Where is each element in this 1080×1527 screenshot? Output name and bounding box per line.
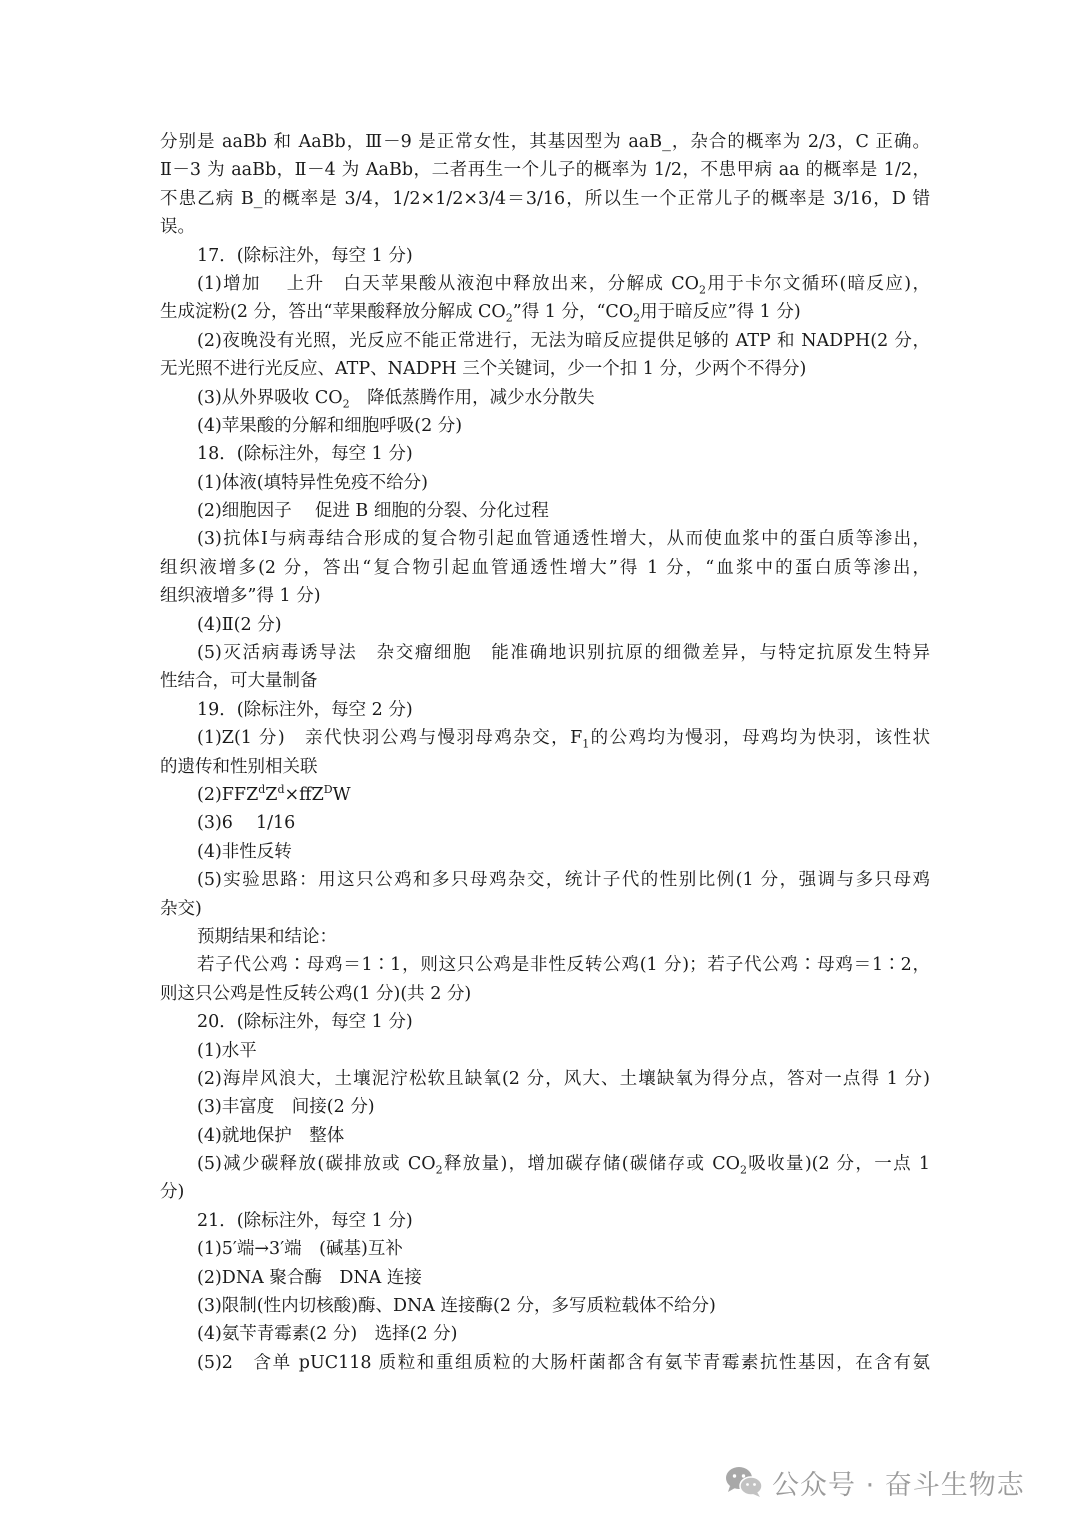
text-line: (2)夜晚没有光照，光反应不能正常进行，无法为暗反应提供足够的 ATP 和 NADPH(2 分，: [197, 330, 930, 351]
text-line: 分别是 aaBb 和 AaBb，Ⅲ－9 是正常女性，其基因型为 aaB_，杂合的概率为 2/3，C 正确。: [160, 132, 930, 152]
text-line: (3)限制(性内切核酸)酶、DNA 连接酶(2 分，多写质粒载体不给分): [197, 1296, 716, 1317]
text-line: (4)苹果酸的分解和细胞呼吸(2 分): [197, 415, 463, 436]
text-line: (4)非性反转: [197, 841, 292, 862]
text-line: 组织液增多(2 分，答出“复合物引起血管通透性增大”得 1 分，“血浆中的蛋白质等渗出，: [160, 557, 930, 578]
text-line: (1)Z(1 分) 亲代快羽公鸡与慢羽母鸡杂交，$F_1$的公鸡均为慢羽，母鸡均为快羽，该性状: [197, 728, 930, 751]
text-line: $(2)FFZ^dZ^d\times ffZ^DW$: [197, 783, 351, 805]
watermark-text: 公众号 · 奋斗生物志: [772, 1469, 1025, 1501]
text-line: (5)减少碳释放(碳排放或 $CO_2$释放量)，增加碳存储(碳储存或 $CO_2$吸收量)(2 分，一点 1: [197, 1154, 930, 1177]
text-line: Ⅱ－3 为 aaBb，Ⅱ－4 为 AaBb，二者再生一个儿子的概率为 1/2，不患甲病 aa 的概率是 1/2，: [160, 160, 930, 181]
text-line: 19．(除标注外，每空 2 分): [197, 699, 413, 720]
wechat-icon: [724, 1465, 764, 1499]
text-line: 分): [160, 1182, 185, 1203]
text-line: (3)从外界吸收 $CO_2$ 降低蒸腾作用，减少水分散失: [197, 387, 595, 411]
text-line: 性结合，可大量制备: [160, 671, 318, 692]
text-line: (3)抗体Ⅰ与病毒结合形成的复合物引起血管通透性增大，从而使血浆中的蛋白质等渗出，: [197, 529, 930, 550]
watermark: [724, 1462, 1025, 1502]
text-line: (2)细胞因子 促进 B 细胞的分裂、分化过程: [197, 501, 549, 522]
text-line: (5)2 含单 pUC118 质粒和重组质粒的大肠杆菌都含有氨苄青霉素抗性基因，在含有氨: [197, 1352, 930, 1373]
text-line: 无光照不进行光反应、ATP、NADPH 三个关键词，少一个扣 1 分，少两个不得分): [160, 359, 807, 380]
text-line: 误。: [160, 217, 195, 238]
text-line: (2)海岸风浪大，土壤泥泞松软且缺氧(2 分，风大、土壤缺氧为得分点，答对一点得 1 分): [197, 1068, 930, 1089]
text-line: (1)水平: [197, 1040, 257, 1061]
text-line: (4)就地保护 整体: [197, 1125, 345, 1146]
text-line: (3)6 1/16: [197, 813, 296, 834]
text-line: 21．(除标注外，每空 1 分): [197, 1210, 413, 1231]
text-line: (1)增加 上升 白天苹果酸从液泡中释放出来，分解成 $CO_2$用于卡尔文循环(暗反应)，: [197, 273, 931, 297]
text-line: (4)氨苄青霉素(2 分) 选择(2 分): [197, 1324, 458, 1345]
text-line: 若子代公鸡∶母鸡＝1∶1，则这只公鸡是非性反转公鸡(1 分)；若子代公鸡∶母鸡＝1∶2，: [197, 955, 930, 976]
text-line: (1)5′端→3′端 (碱基)互补: [197, 1239, 403, 1260]
answer-document: [160, 128, 930, 1377]
text-line: 18．(除标注外，每空 1 分): [197, 444, 413, 465]
text-line: 20．(除标注外，每空 1 分): [197, 1012, 413, 1033]
text-line: 不患乙病 B_的概率是 3/4，1/2×1/2×3/4＝3/16，所以生一个正常儿子的概率是 3/16，D 错: [160, 188, 930, 209]
text-line: (5)灭活病毒诱导法 杂交瘤细胞 能准确地识别抗原的细微差异，与特定抗原发生特异: [197, 643, 930, 664]
text-line: (4)Ⅱ(2 分): [197, 614, 282, 635]
text-line: 生成淀粉(2 分，答出“苹果酸释放分解成 $CO_2$”得 1 分，“$CO_2$用于暗反应”得 1 分): [160, 302, 801, 325]
text-line: 则这只公鸡是性反转公鸡(1 分)(共 2 分): [160, 983, 472, 1004]
text-line: 杂交): [160, 898, 202, 919]
text-line: (2)DNA 聚合酶 DNA 连接: [197, 1267, 422, 1288]
text-line: (5)实验思路：用这只公鸡和多只母鸡杂交，统计子代的性别比例(1 分，强调与多只母鸡: [197, 870, 930, 891]
text-line: 预期结果和结论：: [197, 926, 337, 947]
text-line: 17．(除标注外，每空 1 分): [197, 245, 413, 266]
text-line: (3)丰富度 间接(2 分): [197, 1097, 375, 1118]
text-line: 组织液增多”得 1 分): [160, 586, 321, 607]
text-line: (1)体液(填特异性免疫不给分): [197, 472, 428, 493]
text-line: 的遗传和性别相关联: [160, 756, 318, 777]
